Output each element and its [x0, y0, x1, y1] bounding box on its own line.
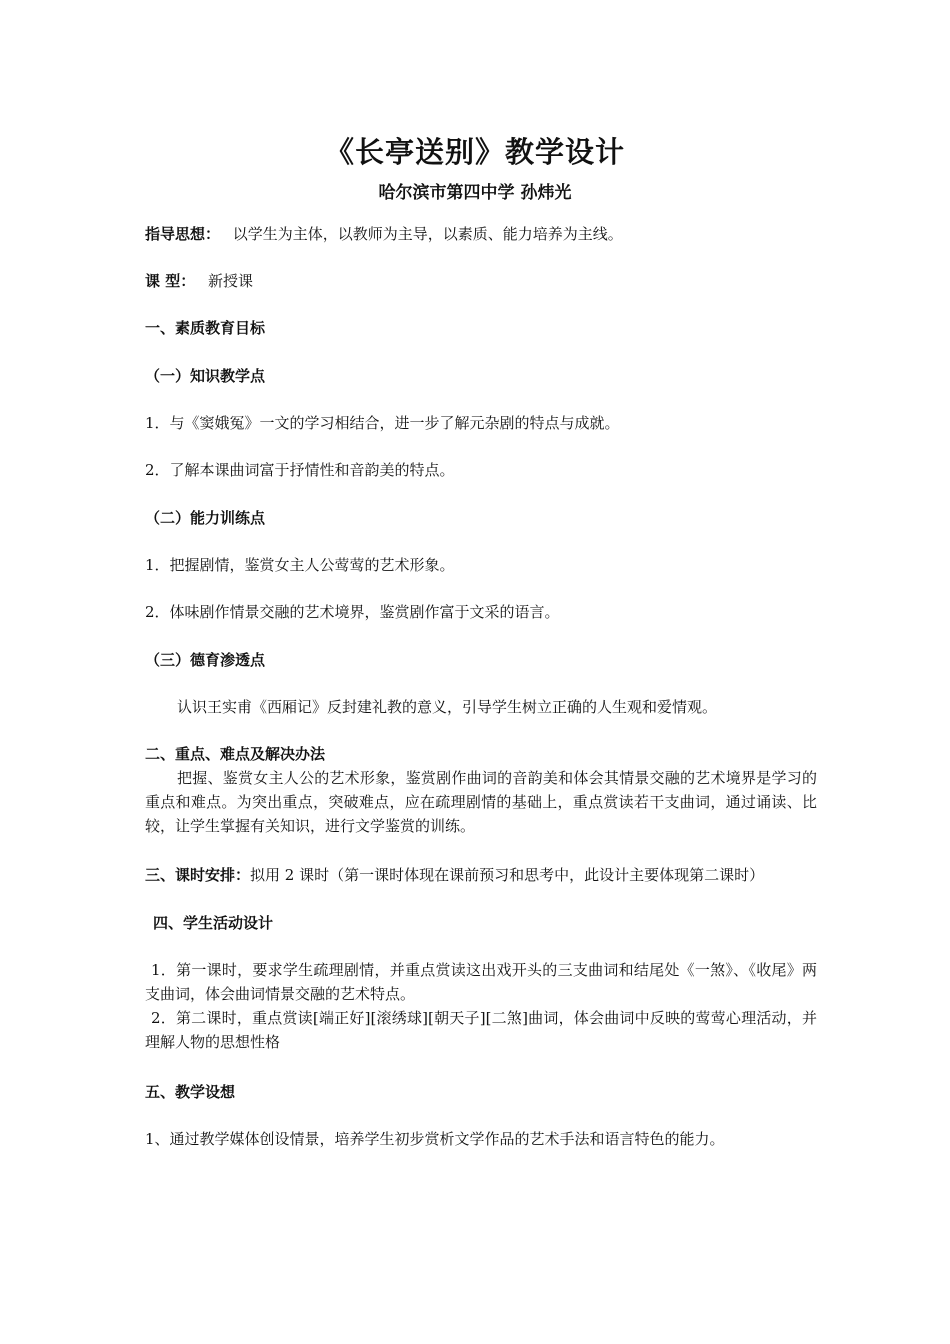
section2-heading: 二、重点、难点及解决办法 — [145, 745, 326, 763]
lesson-type — [145, 269, 815, 293]
guiding-thought — [145, 222, 815, 246]
section1-sub1: （一）知识教学点 — [145, 367, 266, 385]
type-text: 新授课 — [208, 272, 254, 290]
list-item: 1．把握剧情，鉴赏女主人公莺莺的艺术形象。 — [145, 556, 455, 574]
section1-heading: 一、素质教育目标 — [145, 319, 266, 337]
section1-sub2: （二）能力训练点 — [145, 509, 266, 527]
type-label: 课 型： — [145, 272, 196, 290]
document-author: 哈尔滨市第四中学 孙炜光 — [378, 183, 572, 203]
guiding-text: 以学生为主体，以教师为主导，以素质、能力培养为主线。 — [232, 225, 623, 243]
section1-sub3-text: 认识王实甫《西厢记》反封建礼教的意义，引导学生树立正确的人生观和爱情观。 — [177, 698, 718, 716]
guiding-label: 指导思想： — [145, 225, 221, 243]
section5-heading: 五、教学设想 — [145, 1083, 236, 1101]
list-item: 1．与《窦娥冤》一文的学习相结合，进一步了解元杂剧的特点与成就。 — [145, 414, 620, 432]
list-item: 2．体味剧作情景交融的艺术境界，鉴赏剧作富于文采的语言。 — [145, 603, 560, 621]
section4-item1: 1．第一课时，要求学生疏理剧情，并重点赏读这出戏开头的三支曲词和结尾处《一煞》、《收尾》两支曲词，体会曲词情景交融的艺术特点。 — [145, 961, 817, 1003]
section1-sub3: （三）德育渗透点 — [145, 651, 266, 669]
section4-item2: 2．第二课时，重点赏读[端正好][滚绣球][朝天子][二煞]曲词，体会曲词中反映的莺莺心理活动，并理解人物的思想性格 — [145, 1009, 817, 1051]
section2-text: 把握、鉴赏女主人公的艺术形象，鉴赏剧作曲词的音韵美和体会其情景交融的艺术境界是学习的重点和难点。为突出重点，突破难点，应在疏理剧情的基础上，重点赏读若干支曲词，通过诵读、比较，让学生掌握有关知识，进行文学鉴赏的训练。 — [145, 769, 817, 835]
list-item: 2．了解本课曲词富于抒情性和音韵美的特点。 — [145, 461, 455, 479]
section3-heading: 三、课时安排： — [145, 866, 251, 884]
section4-heading: 四、学生活动设计 — [153, 914, 274, 932]
section3-text: 拟用 2 课时（第一课时体现在课前预习和思考中，此设计主要体现第二课时） — [250, 866, 765, 884]
section3 — [145, 863, 815, 887]
document-title: 《长亭送别》教学设计 — [324, 135, 625, 169]
section5-item1: 1、通过教学媒体创设情景，培养学生初步赏析文学作品的艺术手法和语言特色的能力。 — [145, 1130, 725, 1148]
